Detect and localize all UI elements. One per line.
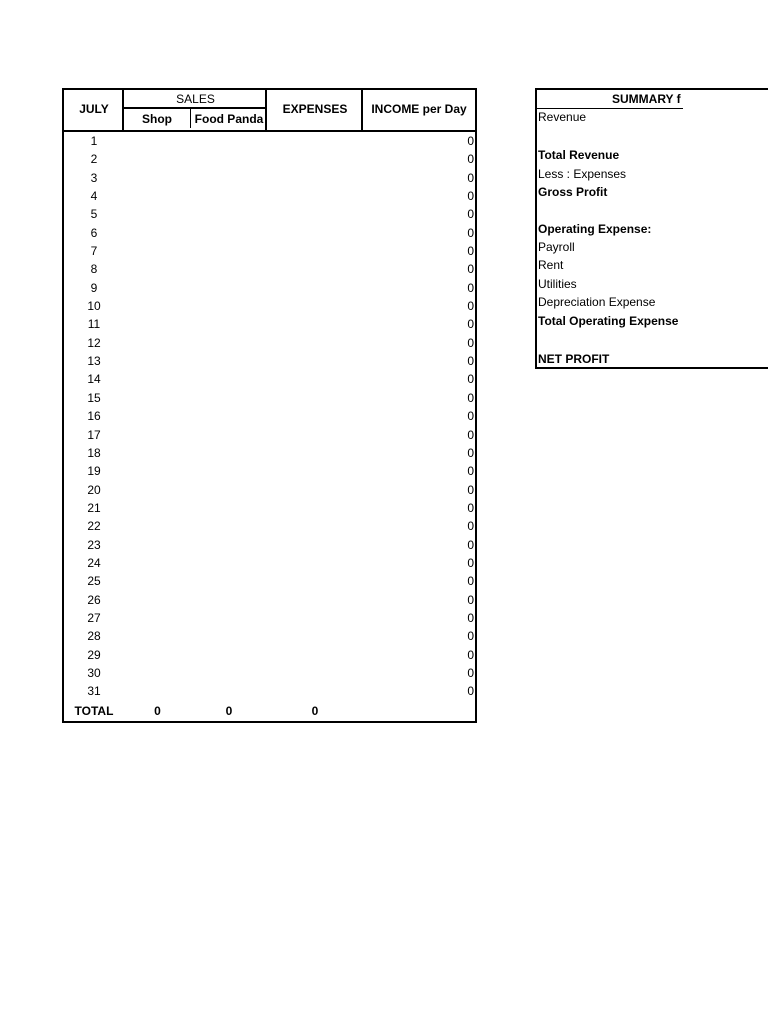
day-number: 21 — [87, 500, 101, 515]
table-row — [64, 609, 475, 627]
table-row — [64, 627, 475, 645]
total-row — [64, 701, 475, 721]
summary-label: Operating Expense: — [538, 222, 652, 236]
day-number: 10 — [87, 299, 101, 314]
day-number: 17 — [87, 427, 101, 442]
table-row — [64, 462, 475, 480]
sales-header: SALES — [124, 90, 267, 109]
income-value: 0 — [467, 262, 474, 277]
expenses-header: EXPENSES — [282, 102, 348, 116]
income-value: 0 — [467, 354, 474, 369]
day-number: 23 — [87, 537, 101, 552]
divider — [361, 90, 363, 130]
day-number: 18 — [87, 445, 101, 460]
day-number: 16 — [87, 409, 101, 424]
divider — [265, 90, 267, 130]
income-value: 0 — [467, 335, 474, 350]
table-row — [64, 517, 475, 535]
income-value: 0 — [467, 225, 474, 240]
income-value: 0 — [467, 280, 474, 295]
day-number: 22 — [87, 519, 101, 534]
day-number: 28 — [87, 629, 101, 644]
day-number: 27 — [87, 610, 101, 625]
day-number: 20 — [87, 482, 101, 497]
food-panda-header: Food Panda — [194, 111, 264, 126]
income-value: 0 — [467, 317, 474, 332]
table-row — [64, 352, 475, 370]
summary-label: Total Revenue — [538, 148, 620, 162]
table-row — [64, 260, 475, 278]
table-row — [64, 536, 475, 554]
income-value: 0 — [467, 170, 474, 185]
income-value: 0 — [467, 665, 474, 680]
income-value: 0 — [467, 592, 474, 607]
daily-rows — [64, 132, 475, 701]
daily-income-table — [62, 88, 477, 723]
summary-label: Depreciation Expense — [538, 295, 656, 309]
table-row — [64, 187, 475, 205]
summary-label: Payroll — [538, 240, 575, 254]
month-header: JULY — [79, 102, 109, 116]
income-value: 0 — [467, 207, 474, 222]
total-food-panda: 0 — [225, 703, 233, 718]
income-value: 0 — [467, 299, 474, 314]
total-shop: 0 — [154, 703, 161, 718]
table-row — [64, 407, 475, 425]
income-value: 0 — [467, 574, 474, 589]
income-value: 0 — [467, 189, 474, 204]
day-number: 2 — [90, 152, 98, 167]
day-number: 3 — [90, 170, 98, 185]
table-row — [64, 444, 475, 462]
income-value: 0 — [467, 464, 474, 479]
income-value: 0 — [467, 555, 474, 570]
total-label: TOTAL — [74, 703, 114, 718]
table-row — [64, 315, 475, 333]
income-value: 0 — [467, 409, 474, 424]
income-value: 0 — [467, 152, 474, 167]
table-row — [64, 370, 475, 388]
table-row — [64, 664, 475, 682]
table-header — [64, 90, 475, 132]
income-value: 0 — [467, 610, 474, 625]
day-number: 4 — [90, 189, 98, 204]
summary-label: Utilities — [538, 277, 577, 291]
table-row — [64, 389, 475, 407]
day-number: 30 — [87, 665, 101, 680]
table-row — [64, 205, 475, 223]
summary-label: Total Operating Expense — [538, 314, 679, 328]
day-number: 24 — [87, 555, 101, 570]
table-row — [64, 150, 475, 168]
day-number: 15 — [87, 390, 101, 405]
shop-header: Shop — [124, 109, 191, 128]
summary-label: Less : Expenses — [538, 167, 627, 181]
income-value: 0 — [467, 445, 474, 460]
income-value: 0 — [467, 482, 474, 497]
income-value: 0 — [467, 629, 474, 644]
income-value: 0 — [467, 134, 474, 148]
table-row — [64, 646, 475, 664]
table-row — [64, 132, 475, 150]
table-row — [64, 334, 475, 352]
table-row — [64, 572, 475, 590]
income-value: 0 — [467, 519, 474, 534]
summary-label: Rent — [538, 258, 564, 272]
day-number: 13 — [87, 354, 101, 369]
table-row — [64, 224, 475, 242]
day-number: 29 — [87, 647, 101, 662]
income-value: 0 — [467, 427, 474, 442]
day-number: 8 — [90, 262, 98, 277]
table-row — [64, 591, 475, 609]
table-row — [64, 242, 475, 260]
table-row — [64, 554, 475, 572]
table-row — [64, 169, 475, 187]
income-value: 0 — [467, 537, 474, 552]
income-header: INCOME per Day — [371, 102, 467, 116]
day-number: 9 — [90, 280, 98, 295]
table-row — [64, 426, 475, 444]
day-number: 26 — [87, 592, 101, 607]
table-row — [64, 481, 475, 499]
day-number: 11 — [87, 317, 101, 332]
total-expenses: 0 — [311, 703, 319, 718]
divider — [122, 90, 124, 130]
day-number: 14 — [87, 372, 101, 387]
day-number: 12 — [87, 335, 101, 350]
income-value: 0 — [467, 647, 474, 662]
day-number: 19 — [87, 464, 101, 479]
table-row — [64, 682, 475, 700]
income-value: 0 — [467, 244, 474, 259]
day-number: 1 — [90, 134, 98, 148]
day-number: 5 — [90, 207, 98, 222]
day-number: 7 — [90, 244, 98, 259]
summary-title: SUMMARY f — [612, 92, 681, 106]
income-value: 0 — [467, 500, 474, 515]
table-row — [64, 279, 475, 297]
summary-label: Gross Profit — [538, 185, 608, 199]
day-number: 25 — [87, 574, 101, 589]
table-row — [64, 499, 475, 517]
summary-panel — [535, 88, 768, 369]
income-value: 0 — [467, 390, 474, 405]
summary-label: NET PROFIT — [538, 352, 610, 366]
income-value: 0 — [467, 372, 474, 387]
viewport-clip — [683, 88, 768, 369]
day-number: 31 — [87, 684, 101, 699]
summary-label: Revenue — [538, 110, 587, 124]
day-number: 6 — [90, 225, 98, 240]
table-row — [64, 297, 475, 315]
income-value: 0 — [467, 684, 474, 699]
